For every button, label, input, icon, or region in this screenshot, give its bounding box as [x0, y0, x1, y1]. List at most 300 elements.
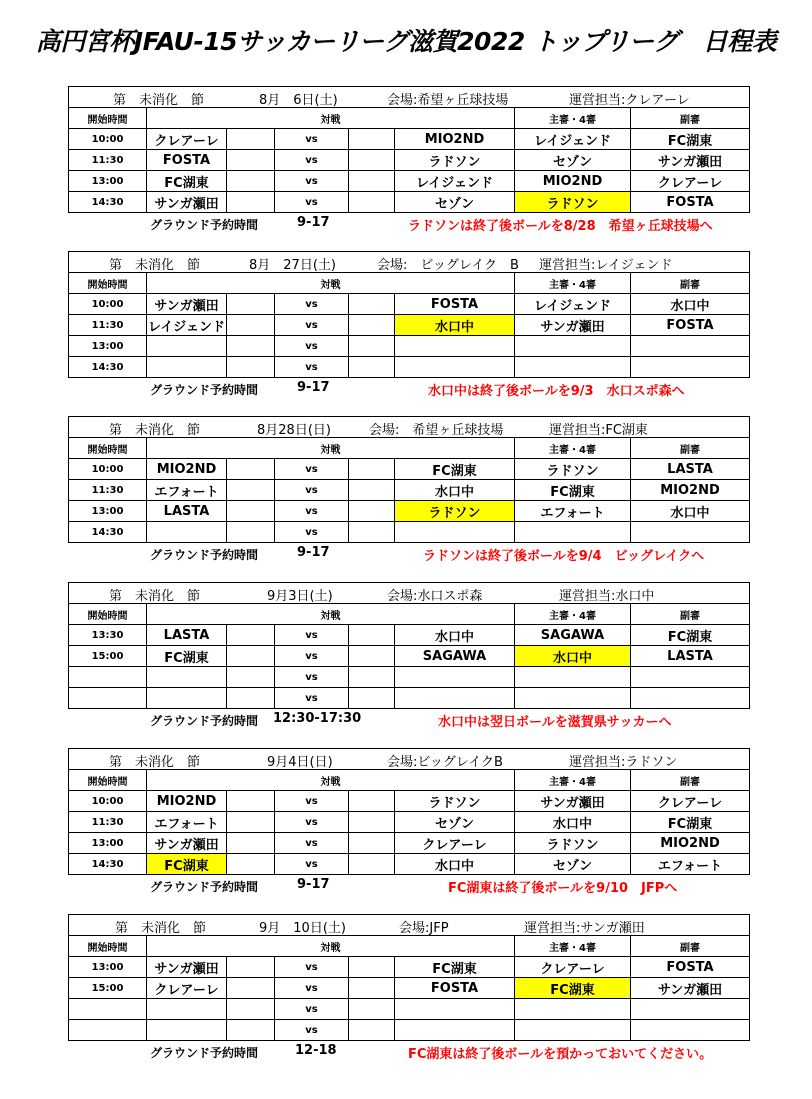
- away-team: 水口中: [395, 625, 515, 646]
- round-header: [69, 583, 750, 604]
- assistant-referee: 水口中: [631, 501, 750, 522]
- manager-label: 運営担当:クレアーレ: [569, 93, 690, 108]
- spacer-cell: [227, 999, 275, 1020]
- vs-label: vs: [275, 480, 349, 501]
- vs-label: vs: [275, 501, 349, 522]
- vs-label: vs: [275, 522, 349, 543]
- spacer-cell: [227, 459, 275, 480]
- ground-time-value: 12:30-17:30: [273, 711, 362, 726]
- match-date: 9月4日(日): [267, 755, 333, 770]
- column-header-row: [69, 108, 750, 129]
- main-referee: [515, 357, 631, 378]
- match-row: [69, 667, 750, 688]
- spacer-cell: [227, 315, 275, 336]
- match-date: 8月 27日(土): [249, 258, 336, 273]
- kickoff-time: 15:00: [69, 646, 147, 667]
- ball-handover-note: 水口中は終了後ボールを9/3 水口スポ森へ: [428, 384, 685, 399]
- ball-handover-note: FC湖東は終了後ボールを9/10 JFPへ: [448, 881, 678, 896]
- manager-label: 運営担当:サンガ瀬田: [524, 921, 645, 936]
- home-team: サンガ瀬田: [147, 192, 227, 213]
- schedule-table: [68, 582, 750, 709]
- vs-label: vs: [275, 688, 349, 709]
- spacer-cell: [349, 625, 395, 646]
- home-team: LASTA: [147, 501, 227, 522]
- manager-label: 運営担当:水口中: [559, 589, 655, 604]
- schedule-block: [68, 86, 749, 234]
- main-referee: 水口中: [515, 812, 631, 833]
- main-referee: レイジェンド: [515, 129, 631, 150]
- match-row: [69, 1020, 750, 1041]
- match-row: [69, 812, 750, 833]
- assistant-referee: [631, 522, 750, 543]
- assistant-referee: [631, 357, 750, 378]
- block-footer: [68, 543, 749, 564]
- home-team: [147, 1020, 227, 1041]
- spacer-cell: [349, 999, 395, 1020]
- ground-time-value: 9-17: [297, 877, 330, 892]
- spacer-cell: [227, 667, 275, 688]
- away-team: セゾン: [395, 812, 515, 833]
- away-team: SAGAWA: [395, 646, 515, 667]
- home-team: [147, 688, 227, 709]
- spacer-cell: [227, 688, 275, 709]
- round-header-row: [69, 583, 750, 604]
- column-header-row: [69, 936, 750, 957]
- spacer-cell: [227, 625, 275, 646]
- spacer-cell: [349, 646, 395, 667]
- main-referee: サンガ瀬田: [515, 791, 631, 812]
- round-header: [69, 417, 750, 438]
- ground-time-value: 9-17: [297, 380, 330, 395]
- main-referee: レイジェンド: [515, 294, 631, 315]
- away-team: [395, 667, 515, 688]
- referee-sub-header: 副審: [631, 438, 750, 459]
- away-team: FOSTA: [395, 294, 515, 315]
- ball-handover-note: ラドソンは終了後ボールを9/4 ビッグレイクへ: [423, 549, 705, 564]
- column-header-row: [69, 438, 750, 459]
- spacer-cell: [349, 150, 395, 171]
- assistant-referee: FC湖東: [631, 129, 750, 150]
- spacer-cell: [227, 357, 275, 378]
- referee-main-header: 主審・4審: [515, 604, 631, 625]
- away-team: MIO2ND: [395, 129, 515, 150]
- home-team: エフォート: [147, 480, 227, 501]
- round-header: [69, 749, 750, 770]
- spacer-cell: [227, 171, 275, 192]
- schedule-block: [68, 251, 749, 399]
- spacer-cell: [349, 812, 395, 833]
- kickoff-time: 13:00: [69, 171, 147, 192]
- assistant-referee: FOSTA: [631, 957, 750, 978]
- spacer-cell: [227, 833, 275, 854]
- spacer-cell: [349, 1020, 395, 1041]
- match-row: [69, 522, 750, 543]
- column-header-row: [69, 273, 750, 294]
- home-team: FC湖東: [147, 646, 227, 667]
- main-referee: ラドソン: [515, 192, 631, 213]
- start-time-header: 開始時間: [69, 438, 147, 459]
- main-referee: エフォート: [515, 501, 631, 522]
- ball-handover-note: FC湖東は終了後ボールを預かっておいてください。: [408, 1047, 713, 1062]
- home-team: MIO2ND: [147, 459, 227, 480]
- vs-label: vs: [275, 294, 349, 315]
- venue-label: 会場:ビッグレイクB: [387, 755, 503, 770]
- column-header-row: [69, 770, 750, 791]
- home-team: MIO2ND: [147, 791, 227, 812]
- vs-label: vs: [275, 192, 349, 213]
- match-row: [69, 688, 750, 709]
- kickoff-time: 11:30: [69, 315, 147, 336]
- away-team: [395, 522, 515, 543]
- manager-label: 運営担当:レイジェンド: [539, 258, 673, 273]
- start-time-header: 開始時間: [69, 273, 147, 294]
- main-referee: [515, 336, 631, 357]
- away-team: 水口中: [395, 315, 515, 336]
- kickoff-time: 14:30: [69, 854, 147, 875]
- schedule-block: [68, 748, 749, 896]
- assistant-referee: [631, 1020, 750, 1041]
- assistant-referee: クレアーレ: [631, 791, 750, 812]
- ball-handover-note: 水口中は翌日ボールを滋賀県サッカーへ: [438, 715, 672, 730]
- away-team: FOSTA: [395, 978, 515, 999]
- spacer-cell: [227, 129, 275, 150]
- home-team: [147, 522, 227, 543]
- vs-label: vs: [275, 171, 349, 192]
- page-title: 高円宮杯JFAU-15サッカーリーグ滋賀2022 トップリーグ 日程表: [35, 27, 777, 56]
- round-header: [69, 87, 750, 108]
- vs-label: vs: [275, 646, 349, 667]
- assistant-referee: LASTA: [631, 459, 750, 480]
- vs-label: vs: [275, 999, 349, 1020]
- spacer-cell: [349, 667, 395, 688]
- assistant-referee: FOSTA: [631, 192, 750, 213]
- assistant-referee: MIO2ND: [631, 480, 750, 501]
- referee-sub-header: 副審: [631, 108, 750, 129]
- kickoff-time: 14:30: [69, 357, 147, 378]
- schedule-table: [68, 86, 750, 213]
- kickoff-time: 14:30: [69, 522, 147, 543]
- match-row: [69, 480, 750, 501]
- home-team: FOSTA: [147, 150, 227, 171]
- ground-time-label: グラウンド予約時間: [150, 548, 259, 562]
- assistant-referee: MIO2ND: [631, 833, 750, 854]
- ground-time-label: グラウンド予約時間: [150, 1046, 259, 1060]
- kickoff-time: [69, 688, 147, 709]
- kickoff-time: 10:00: [69, 129, 147, 150]
- vs-label: vs: [275, 1020, 349, 1041]
- spacer-cell: [349, 129, 395, 150]
- spacer-cell: [227, 1020, 275, 1041]
- home-team: FC湖東: [147, 854, 227, 875]
- main-referee: FC湖東: [515, 978, 631, 999]
- spacer-cell: [227, 501, 275, 522]
- kickoff-time: [69, 999, 147, 1020]
- kickoff-time: 15:00: [69, 978, 147, 999]
- match-row: [69, 501, 750, 522]
- round-header: [69, 915, 750, 936]
- match-row: [69, 294, 750, 315]
- home-team: LASTA: [147, 625, 227, 646]
- vs-label: vs: [275, 812, 349, 833]
- round-label: 第 未消化 節: [109, 423, 201, 438]
- start-time-header: 開始時間: [69, 936, 147, 957]
- venue-label: 会場: ビッグレイク B: [377, 258, 519, 273]
- kickoff-time: 13:00: [69, 833, 147, 854]
- match-row: [69, 129, 750, 150]
- match-date: 8月28日(日): [257, 423, 331, 438]
- main-referee: ラドソン: [515, 833, 631, 854]
- match-header: 対戦: [147, 273, 515, 294]
- spacer-cell: [227, 150, 275, 171]
- kickoff-time: 10:00: [69, 459, 147, 480]
- assistant-referee: サンガ瀬田: [631, 150, 750, 171]
- away-team: レイジェンド: [395, 171, 515, 192]
- away-team: [395, 1020, 515, 1041]
- ground-time-label: グラウンド予約時間: [150, 714, 259, 728]
- match-header: 対戦: [147, 108, 515, 129]
- match-row: [69, 791, 750, 812]
- away-team: ラドソン: [395, 501, 515, 522]
- venue-label: 会場:水口スポ森: [387, 589, 483, 604]
- referee-main-header: 主審・4審: [515, 108, 631, 129]
- match-row: [69, 854, 750, 875]
- spacer-cell: [349, 171, 395, 192]
- schedule-table: [68, 251, 750, 378]
- ground-time-label: グラウンド予約時間: [150, 880, 259, 894]
- schedule-table: [68, 748, 750, 875]
- kickoff-time: 14:30: [69, 192, 147, 213]
- match-row: [69, 171, 750, 192]
- away-team: [395, 357, 515, 378]
- assistant-referee: クレアーレ: [631, 171, 750, 192]
- home-team: エフォート: [147, 812, 227, 833]
- match-date: 9月 10日(土): [259, 921, 346, 936]
- match-date: 8月 6日(土): [259, 93, 338, 108]
- away-team: FC湖東: [395, 957, 515, 978]
- vs-label: vs: [275, 854, 349, 875]
- spacer-cell: [227, 522, 275, 543]
- main-referee: SAGAWA: [515, 625, 631, 646]
- away-team: [395, 336, 515, 357]
- match-row: [69, 150, 750, 171]
- referee-main-header: 主審・4審: [515, 936, 631, 957]
- ground-time-value: 9-17: [297, 545, 330, 560]
- spacer-cell: [227, 791, 275, 812]
- main-referee: セゾン: [515, 854, 631, 875]
- spacer-cell: [349, 833, 395, 854]
- column-header-row: [69, 604, 750, 625]
- match-row: [69, 336, 750, 357]
- round-header-row: [69, 915, 750, 936]
- kickoff-time: 13:00: [69, 501, 147, 522]
- referee-sub-header: 副審: [631, 273, 750, 294]
- away-team: ラドソン: [395, 791, 515, 812]
- venue-label: 会場:希望ヶ丘球技場: [387, 93, 509, 108]
- venue-label: 会場: 希望ヶ丘球技場: [369, 423, 504, 438]
- match-row: [69, 833, 750, 854]
- main-referee: クレアーレ: [515, 957, 631, 978]
- spacer-cell: [349, 791, 395, 812]
- ground-time-label: グラウンド予約時間: [150, 383, 259, 397]
- vs-label: vs: [275, 336, 349, 357]
- kickoff-time: 13:30: [69, 625, 147, 646]
- spacer-cell: [349, 854, 395, 875]
- kickoff-time: [69, 1020, 147, 1041]
- assistant-referee: [631, 336, 750, 357]
- main-referee: 水口中: [515, 646, 631, 667]
- main-referee: [515, 667, 631, 688]
- away-team: 水口中: [395, 480, 515, 501]
- vs-label: vs: [275, 978, 349, 999]
- block-footer: [68, 1041, 749, 1062]
- main-referee: サンガ瀬田: [515, 315, 631, 336]
- schedule-table: [68, 416, 750, 543]
- vs-label: vs: [275, 357, 349, 378]
- match-header: 対戦: [147, 936, 515, 957]
- spacer-cell: [349, 315, 395, 336]
- match-row: [69, 357, 750, 378]
- main-referee: FC湖東: [515, 480, 631, 501]
- referee-main-header: 主審・4審: [515, 273, 631, 294]
- schedule-table: [68, 914, 750, 1041]
- match-row: [69, 957, 750, 978]
- manager-label: 運営担当:ラドソン: [569, 755, 678, 770]
- match-row: [69, 315, 750, 336]
- spacer-cell: [227, 480, 275, 501]
- home-team: FC湖東: [147, 171, 227, 192]
- spacer-cell: [349, 501, 395, 522]
- vs-label: vs: [275, 957, 349, 978]
- assistant-referee: 水口中: [631, 294, 750, 315]
- spacer-cell: [227, 294, 275, 315]
- vs-label: vs: [275, 833, 349, 854]
- spacer-cell: [227, 646, 275, 667]
- spacer-cell: [349, 459, 395, 480]
- round-label: 第 未消化 節: [113, 93, 205, 108]
- away-team: 水口中: [395, 854, 515, 875]
- referee-sub-header: 副審: [631, 604, 750, 625]
- match-header: 対戦: [147, 770, 515, 791]
- home-team: サンガ瀬田: [147, 833, 227, 854]
- spacer-cell: [227, 978, 275, 999]
- spacer-cell: [227, 336, 275, 357]
- round-label: 第 未消化 節: [109, 755, 201, 770]
- kickoff-time: 10:00: [69, 294, 147, 315]
- manager-label: 運営担当:FC湖東: [549, 423, 648, 438]
- block-footer: [68, 378, 749, 399]
- venue-label: 会場:JFP: [399, 921, 449, 936]
- kickoff-time: 13:00: [69, 957, 147, 978]
- round-header-row: [69, 252, 750, 273]
- kickoff-time: 11:30: [69, 480, 147, 501]
- vs-label: vs: [275, 129, 349, 150]
- kickoff-time: [69, 667, 147, 688]
- spacer-cell: [349, 192, 395, 213]
- match-row: [69, 999, 750, 1020]
- start-time-header: 開始時間: [69, 108, 147, 129]
- home-team: [147, 336, 227, 357]
- match-header: 対戦: [147, 438, 515, 459]
- start-time-header: 開始時間: [69, 604, 147, 625]
- round-label: 第 未消化 節: [109, 589, 201, 604]
- round-header-row: [69, 749, 750, 770]
- vs-label: vs: [275, 315, 349, 336]
- spacer-cell: [349, 688, 395, 709]
- assistant-referee: FC湖東: [631, 812, 750, 833]
- spacer-cell: [349, 957, 395, 978]
- away-team: ラドソン: [395, 150, 515, 171]
- assistant-referee: [631, 688, 750, 709]
- assistant-referee: [631, 667, 750, 688]
- ground-time-value: 12-18: [295, 1043, 337, 1058]
- schedule-block: [68, 582, 749, 730]
- home-team: サンガ瀬田: [147, 957, 227, 978]
- match-row: [69, 625, 750, 646]
- assistant-referee: エフォート: [631, 854, 750, 875]
- home-team: [147, 667, 227, 688]
- match-row: [69, 459, 750, 480]
- away-team: FC湖東: [395, 459, 515, 480]
- kickoff-time: 11:30: [69, 150, 147, 171]
- vs-label: vs: [275, 459, 349, 480]
- referee-main-header: 主審・4審: [515, 770, 631, 791]
- round-label: 第 未消化 節: [109, 258, 201, 273]
- home-team: クレアーレ: [147, 978, 227, 999]
- assistant-referee: LASTA: [631, 646, 750, 667]
- main-referee: MIO2ND: [515, 171, 631, 192]
- round-header-row: [69, 417, 750, 438]
- assistant-referee: FOSTA: [631, 315, 750, 336]
- spacer-cell: [349, 336, 395, 357]
- spacer-cell: [349, 294, 395, 315]
- vs-label: vs: [275, 625, 349, 646]
- vs-label: vs: [275, 791, 349, 812]
- match-date: 9月3日(土): [267, 589, 333, 604]
- vs-label: vs: [275, 150, 349, 171]
- assistant-referee: サンガ瀬田: [631, 978, 750, 999]
- spacer-cell: [227, 957, 275, 978]
- away-team: セゾン: [395, 192, 515, 213]
- vs-label: vs: [275, 667, 349, 688]
- away-team: [395, 999, 515, 1020]
- start-time-header: 開始時間: [69, 770, 147, 791]
- spacer-cell: [227, 192, 275, 213]
- ground-time-label: グラウンド予約時間: [150, 218, 259, 232]
- schedule-block: [68, 914, 749, 1062]
- round-label: 第 未消化 節: [115, 921, 207, 936]
- spacer-cell: [227, 854, 275, 875]
- assistant-referee: [631, 999, 750, 1020]
- block-footer: [68, 213, 749, 234]
- spacer-cell: [349, 357, 395, 378]
- spacer-cell: [349, 480, 395, 501]
- referee-main-header: 主審・4審: [515, 438, 631, 459]
- away-team: [395, 688, 515, 709]
- referee-sub-header: 副審: [631, 770, 750, 791]
- kickoff-time: 13:00: [69, 336, 147, 357]
- main-referee: [515, 688, 631, 709]
- referee-sub-header: 副審: [631, 936, 750, 957]
- main-referee: [515, 999, 631, 1020]
- spacer-cell: [227, 812, 275, 833]
- round-header-row: [69, 87, 750, 108]
- kickoff-time: 10:00: [69, 791, 147, 812]
- home-team: サンガ瀬田: [147, 294, 227, 315]
- match-row: [69, 646, 750, 667]
- ball-handover-note: ラドソンは終了後ボールを8/28 希望ヶ丘球技場へ: [408, 219, 713, 234]
- main-referee: [515, 1020, 631, 1041]
- away-team: クレアーレ: [395, 833, 515, 854]
